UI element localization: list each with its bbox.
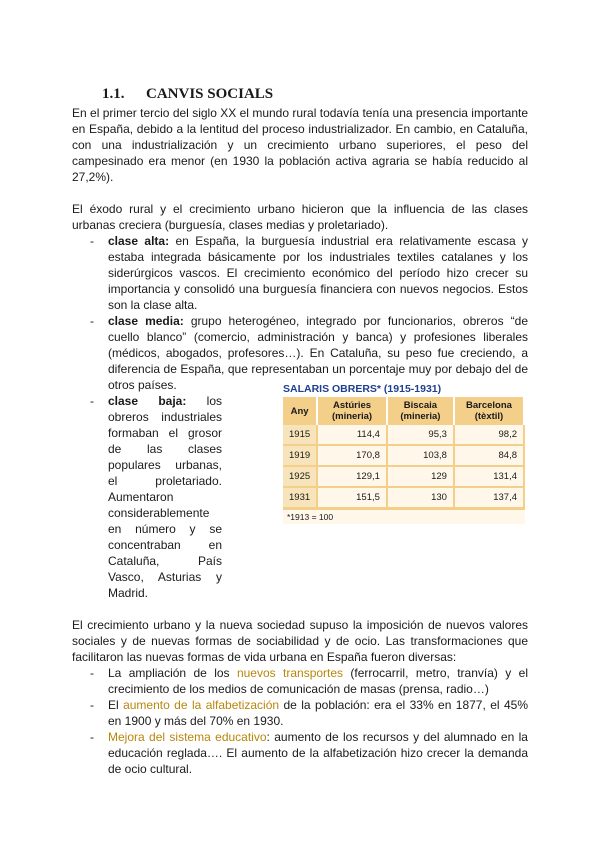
list-item: - El aumento de la alfabetización de la población: era el 33% en 1877, el 45% en 1900 y más del 70% en 1930. [90,698,528,728]
table-header: Barcelona (tèxtil) [454,397,524,425]
highlight: aumento de la alfabetización [123,698,280,712]
class-item-alta: - clase alta: en España, la burguesía industrial era relativamente escasa y estaba integrada básicamente por los industriales textiles catalanes y los siderúrgicos vascos. El crecimiento económico del período hizo crecer su importancia y consolidó una burguesía financiera con nuevos negocios. Estos son la clase alta. [90,234,528,312]
class-item-media: - clase media: grupo heterogéneo, integrado por funcionarios, obreros “de cuello blanco” (comercio, administración y banca) y profesiones liberales (médicos, abogados, profesores…). En Cataluña, su peso fue creciendo, a diferencia de España, que representaban un porcentaje muy por debajo del de otros países. [90,314,528,392]
table-row: 1919 170,8 103,8 84,8 [283,445,524,466]
class-label: clase alta: [108,234,170,248]
urban-classes-paragraph: El éxodo rural y el crecimiento urbano hicieron que la influencia de las clases urbanas creciera (burguesía, clases medias y proletariado). [72,202,528,232]
class-item-baja: - clase baja: los obreros industriales formaban el grosor de las clases populares urbanas, el proletariado. Aumentaron considerablemente en número y se concentraban en Cataluña, País Vasco, Asturias y Madrid. [90,394,222,600]
table-title: SALARIS OBRERS* (1915-1931) [283,383,442,395]
table-header: Biscaia (mineria) [387,397,454,425]
table-row: 1925 129,1 129 131,4 [283,466,524,487]
document-page [72,86,528,777]
table-row: 1915 114,4 95,3 98,2 [283,425,524,445]
list-item: - Mejora del sistema educativo: aumento de los recursos y del alumnado en la educación reglada…. El aumento de la alfabetización hizo crecer la demanda de ocio cultural. [90,730,528,776]
wages-table-figure [283,383,525,601]
highlight: Mejora del sistema educativo [108,730,267,744]
section-heading [102,86,528,103]
intro-paragraph: En el primer tercio del siglo XX el mundo rural todavía tenía una presencia importante en España, debido a la lentitud del proceso industrializador. En cambio, en Cataluña, con una industrialización y un crecimiento urbano superiores, el peso del campesinado era menor (en 1930 la población activa agraria se había reducido al 27,2%). [72,106,528,184]
highlight: nuevos transportes [236,666,344,680]
class-label: clase media: [108,314,184,328]
transformations-paragraph: El crecimiento urbano y la nueva sociedad supuso la imposición de nuevos valores sociales y de nuevas formas de sociabilidad y de ocio. Las transformaciones que facilitaron las nuevas formas de vida urbana en España fueron diversas: [72,618,528,664]
table-header: Any [283,397,317,425]
classes-list-continued [72,393,222,601]
table-header: Astúries (mineria) [317,397,387,425]
class-text: en España, la burguesía industrial era relativamente escasa y estaba integrada básicamente por los industriales textiles catalanes y los siderúrgicos vascos. El crecimiento económico del período hizo crecer su importancia y consolidó una burguesía financiera con nuevos negocios. Estos son la clase alta. [108,234,528,312]
section-title: CANVIS SOCIALS [146,86,274,102]
list-item: - La ampliación de los nuevos transportes (ferrocarril, metro, tranvía) y el crecimiento de los medios de comunicación de masas (prensa, radio…) [90,666,528,696]
class-label: clase baja: [108,394,187,408]
section-number: 1.1. [102,86,125,102]
table-row: 1931 151,5 130 137,4 [283,487,524,508]
class-text: los obreros industriales formaban el grosor de las clases populares urbanas, el proletariado. Aumentaron considerablemente en número y se concentraban en Cataluña, País Vasco, Asturias y Madrid. [108,394,222,600]
transformations-list [72,665,528,777]
wages-table [283,397,525,509]
classes-list [72,233,528,393]
table-note: *1913 = 100 [283,509,525,524]
class-text: grupo heterogéneo, integrado por funcionarios, obreros “de cuello blanco” (comercio, administración y banca) y profesiones liberales (médicos, abogados, profesores…). En Cataluña, su peso fue creciendo, a diferencia de España, que representaban un porcentaje muy por debajo del de otros países. [108,314,528,392]
